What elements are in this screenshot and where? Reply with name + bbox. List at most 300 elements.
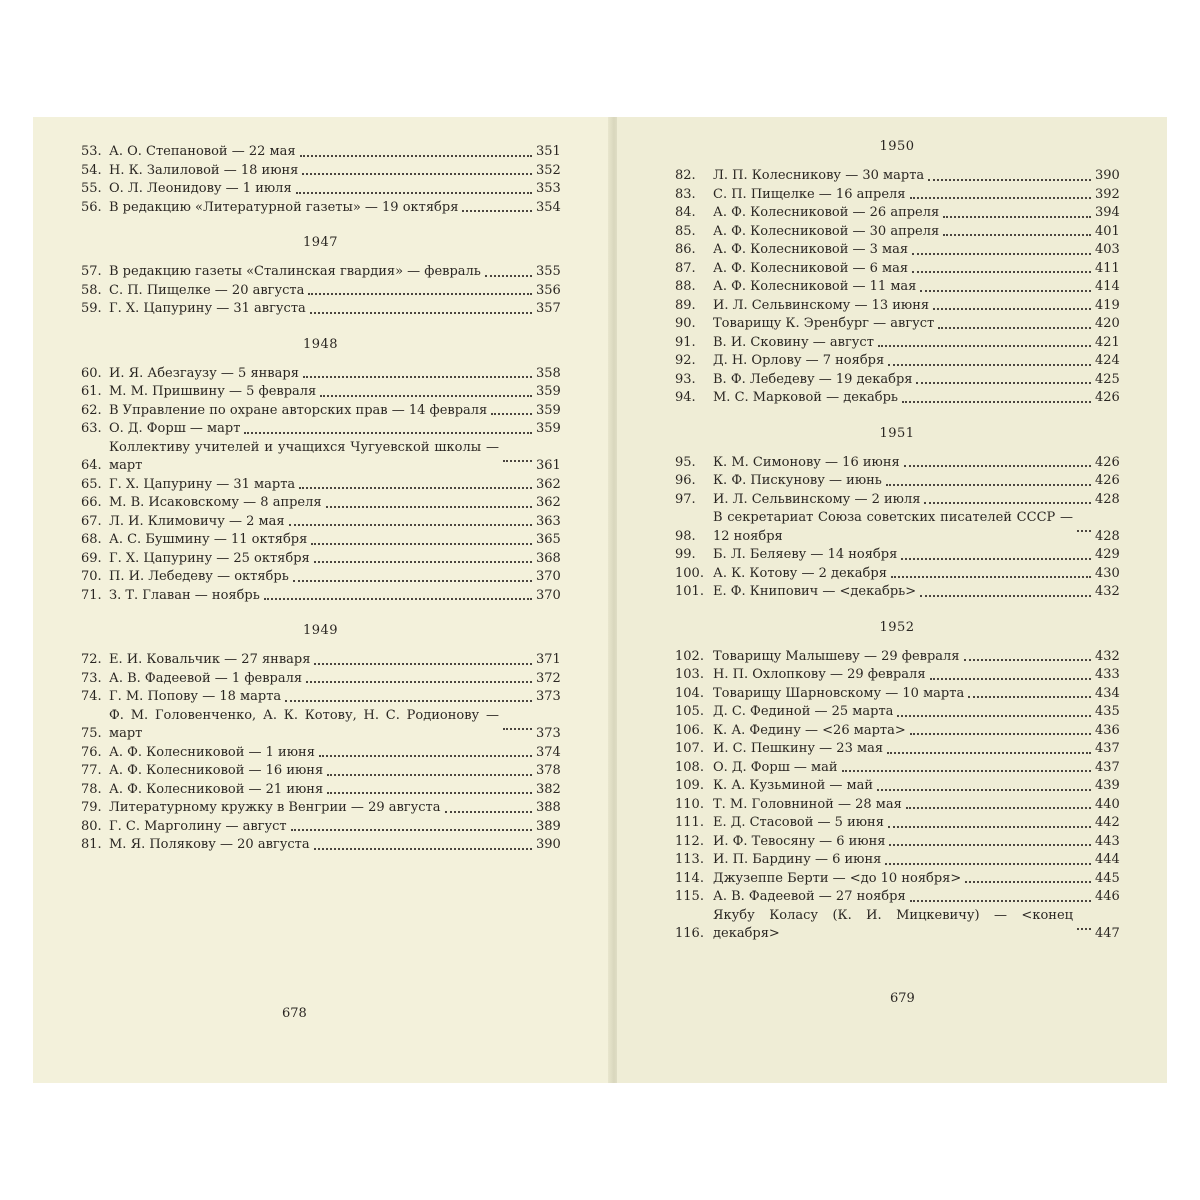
entry-number: 108.	[675, 759, 704, 775]
entry-title: М. М. Пришвину — 5 февраля	[109, 384, 317, 399]
contents-entry	[675, 389, 1119, 408]
entry-page-number: 428	[1095, 528, 1120, 544]
entry-number: 54.	[81, 162, 102, 178]
entry-title: Т. М. Головниной — 28 мая	[713, 796, 902, 812]
entry-title: К. М. Симонову — 16 июня	[713, 454, 900, 470]
dot-leader	[928, 178, 1091, 181]
dot-leader	[910, 732, 1091, 735]
entry-title: М. В. Исаковскому — 8 апреля	[109, 495, 322, 510]
entry-title: И. Л. Сельвинскому — 13 июня	[713, 297, 930, 313]
entry-page-number: 372	[536, 670, 561, 686]
entry-title: Д. С. Фединой — 25 марта	[713, 704, 894, 719]
entry-title: А. В. Фадеевой — 1 февраля	[109, 670, 303, 686]
entry-page-number: 445	[1095, 870, 1120, 886]
entry-title: К. Ф. Пискунову — июнь	[713, 473, 882, 488]
contents-entry	[675, 722, 1119, 741]
dot-leader	[310, 311, 532, 314]
entry-title: А. Ф. Колесниковой — 30 апреля	[713, 223, 940, 239]
entry-page-number: 361	[536, 458, 561, 473]
entry-title: К. А. Федину — <26 марта>	[713, 722, 906, 738]
contents-entry	[81, 550, 560, 569]
entry-title: Е. Ф. Книпович — <декабрь>	[713, 584, 917, 599]
year-section	[675, 424, 1119, 602]
contents-entry	[675, 851, 1119, 870]
entry-number: 106.	[675, 722, 704, 738]
entry-title: З. Т. Главан — ноябрь	[109, 587, 260, 603]
entry-page-number: 363	[536, 513, 561, 529]
entry-title: И. Я. Абезгаузу — 5 января	[109, 365, 299, 381]
year-heading: 1948	[302, 336, 339, 352]
entry-number: 104.	[675, 685, 704, 701]
entry-page-number: 444	[1095, 852, 1120, 867]
entry-number: 76.	[81, 744, 102, 760]
entry-title: А. К. Котову — 2 декабря	[713, 565, 887, 581]
entry-title: Н. К. Залиловой — 18 июня	[109, 162, 299, 178]
contents-entry	[81, 688, 560, 707]
contents-entry	[675, 260, 1119, 279]
entry-title: И. Л. Сельвинскому — 2 июля	[713, 491, 921, 507]
contents-entry	[675, 297, 1119, 316]
dot-leader	[291, 828, 532, 831]
entry-title: Н. П. Охлопкову — 29 февраля	[713, 667, 926, 682]
dot-leader	[306, 680, 532, 683]
contents-entry	[81, 476, 560, 495]
dot-leader	[920, 594, 1091, 597]
dot-leader	[965, 880, 1091, 883]
entry-page-number: 371	[536, 652, 561, 667]
entry-title: Джузеппе Берти — <до 10 ноября>	[713, 870, 962, 886]
dot-leader	[964, 658, 1092, 661]
entry-title: А. Ф. Колесниковой — 3 мая	[713, 242, 909, 257]
contents-entry	[675, 334, 1119, 353]
contents-entry	[675, 278, 1119, 297]
entry-page-number: 411	[1095, 260, 1120, 276]
entry-page-number: 359	[536, 402, 561, 418]
entry-title: Д. Н. Орлову — 7 ноября	[713, 353, 885, 368]
dot-leader	[930, 677, 1091, 680]
entry-page-number: 424	[1095, 353, 1120, 368]
entry-title: В редакцию газеты «Сталинская гвардия» — февраль	[109, 264, 481, 279]
contents-entry	[81, 199, 560, 218]
entry-title: С. П. Пищелке — 20 августа	[109, 282, 305, 298]
contents-entry	[675, 546, 1119, 565]
dot-leader	[445, 810, 533, 813]
year-heading: 1949	[302, 623, 339, 638]
contents-entry	[675, 472, 1119, 491]
entry-page-number: 439	[1095, 778, 1120, 793]
entry-number: 111.	[675, 815, 704, 830]
entry-number: 84.	[675, 205, 696, 220]
dot-leader	[888, 363, 1091, 366]
contents-entry	[675, 223, 1119, 242]
dot-leader	[300, 154, 532, 157]
entry-title: М. Я. Полякову — 20 августа	[109, 837, 310, 852]
entry-number: 72.	[81, 652, 102, 667]
entry-page-number: 352	[536, 162, 561, 178]
contents-entry	[81, 531, 560, 550]
dot-leader	[912, 270, 1091, 273]
right-page	[617, 117, 1167, 1083]
year-section	[675, 618, 1119, 944]
entry-page-number: 356	[536, 282, 561, 298]
dot-leader	[842, 769, 1091, 772]
entry-page-number: 426	[1095, 454, 1120, 470]
entry-title: А. Ф. Колесниковой — 6 мая	[713, 260, 909, 276]
entry-number: 87.	[675, 260, 696, 276]
dot-leader	[1077, 927, 1091, 930]
entry-title: В Управление по охране авторских прав — 14 февраля	[109, 402, 488, 418]
entry-number: 81.	[81, 837, 102, 852]
entry-page-number: 420	[1095, 316, 1120, 331]
entry-page-number: 354	[536, 199, 561, 215]
contents-entry	[81, 180, 560, 199]
entry-page-number: 440	[1095, 796, 1120, 812]
entry-page-number: 426	[1095, 473, 1120, 488]
entry-page-number: 442	[1095, 815, 1120, 830]
dot-leader	[887, 751, 1091, 754]
dot-leader	[303, 375, 532, 378]
contents-entry	[81, 300, 560, 319]
entry-page-number: 359	[536, 421, 561, 436]
entry-title: Л. И. Климовичу — 2 мая	[109, 513, 285, 529]
dot-leader	[503, 727, 532, 730]
entry-title: Л. П. Колесникову — 30 марта	[713, 168, 925, 183]
contents-entry	[675, 371, 1119, 390]
entry-number: 105.	[675, 704, 704, 719]
entry-number: 99.	[675, 547, 696, 562]
entry-number: 77.	[81, 763, 102, 778]
entry-title: И. П. Бардину — 6 июня	[713, 852, 882, 867]
entry-page-number: 437	[1095, 741, 1120, 756]
year-heading: 1950	[879, 139, 915, 154]
entry-page-number: 365	[536, 532, 561, 547]
dot-leader	[910, 196, 1092, 199]
entry-number: 60.	[81, 365, 102, 381]
entry-number: 101.	[675, 584, 704, 599]
entry-page-number: 414	[1095, 279, 1120, 294]
entry-title: И. С. Пешкину — 23 мая	[713, 741, 884, 756]
entry-title: Г. Х. Цапурину — 25 октября	[109, 550, 310, 566]
entry-number: 65.	[81, 476, 102, 492]
year-section	[81, 143, 560, 217]
entry-title: П. И. Лебедеву — октябрь	[109, 569, 289, 584]
contents-entry	[81, 781, 560, 800]
entry-number: 63.	[81, 421, 102, 436]
left-page-number: 678	[282, 1006, 307, 1021]
dot-leader	[886, 483, 1091, 486]
dot-leader	[933, 307, 1091, 310]
entry-page-number: 403	[1095, 242, 1120, 257]
entry-page-number: 390	[536, 837, 561, 852]
entry-page-number: 357	[536, 301, 561, 316]
entry-number: 92.	[675, 353, 696, 368]
entry-title: Якубу Коласу (К. И. Мицкевичу) — <конец декабря>	[713, 907, 1073, 941]
year-section	[81, 233, 560, 319]
dot-leader	[462, 209, 532, 212]
entry-page-number: 370	[536, 569, 561, 584]
contents-entry	[81, 707, 560, 744]
dot-leader	[904, 464, 1091, 467]
entry-title: М. С. Марковой — декабрь	[713, 390, 898, 405]
entry-number: 98.	[675, 528, 696, 544]
contents-entry	[675, 491, 1119, 510]
contents-entry	[81, 494, 560, 513]
year-section	[81, 335, 560, 606]
entry-title: Г. С. Марголину — август	[109, 818, 287, 834]
entry-page-number: 370	[536, 587, 561, 603]
entry-title: И. Ф. Тевосяну — 6 июня	[713, 833, 886, 849]
contents-entry	[675, 888, 1119, 907]
year-heading: 1951	[879, 425, 915, 441]
contents-entry	[675, 814, 1119, 833]
entry-page-number: 426	[1095, 390, 1120, 405]
entry-number: 68.	[81, 532, 102, 547]
dot-leader	[885, 862, 1091, 865]
dot-leader	[943, 215, 1091, 218]
dot-leader	[296, 191, 532, 194]
entry-number: 62.	[81, 402, 102, 418]
entry-title: С. П. Пищелке — 16 апреля	[713, 186, 906, 202]
entry-number: 57.	[81, 264, 102, 279]
dot-leader	[943, 233, 1091, 236]
entry-page-number: 435	[1095, 704, 1120, 719]
entry-number: 116.	[675, 926, 704, 941]
entry-title: О. Д. Форш — май	[713, 759, 838, 775]
entry-number: 86.	[675, 242, 696, 257]
contents-entry	[675, 740, 1119, 759]
contents-entry	[675, 685, 1119, 704]
entry-title: Б. Л. Беляеву — 14 ноября	[713, 547, 898, 562]
entry-page-number: 378	[536, 763, 561, 778]
entry-page-number: 428	[1095, 491, 1120, 507]
entry-number: 115.	[675, 889, 704, 904]
entry-page-number: 446	[1095, 889, 1120, 904]
contents-entry	[675, 796, 1119, 815]
entry-page-number: 390	[1095, 168, 1120, 183]
entry-number: 66.	[81, 495, 102, 510]
contents-entry	[675, 759, 1119, 778]
contents-entry	[81, 744, 560, 763]
entry-page-number: 437	[1095, 759, 1120, 775]
dot-leader	[289, 523, 532, 526]
entry-number: 103.	[675, 667, 704, 682]
dot-leader	[314, 662, 532, 665]
entry-page-number: 388	[536, 800, 561, 815]
entry-page-number: 432	[1095, 648, 1120, 664]
entry-number: 110.	[675, 796, 704, 812]
entry-title: В редакцию «Литературной газеты» — 19 октября	[109, 199, 459, 215]
contents-entry	[675, 352, 1119, 371]
entry-page-number: 362	[536, 495, 561, 510]
dot-leader	[877, 788, 1091, 791]
entry-number: 67.	[81, 513, 102, 529]
entry-title: Товарищу Шарновскому — 10 марта	[713, 685, 965, 701]
entry-number: 112.	[675, 833, 704, 849]
contents-entry	[675, 648, 1119, 667]
entry-title: Литературному кружку в Венгрии — 29 августа	[109, 800, 441, 815]
entry-page-number: 425	[1095, 371, 1120, 387]
entry-number: 91.	[675, 334, 696, 350]
dot-leader	[244, 431, 532, 434]
entry-page-number: 358	[536, 365, 561, 381]
entry-title: Коллективу учителей и учащихся Чугуевской школы — март	[109, 439, 499, 473]
contents-entry	[81, 670, 560, 689]
dot-leader	[485, 274, 532, 277]
contents-entry	[675, 907, 1119, 944]
entry-number: 53.	[81, 144, 102, 159]
contents-entry	[675, 565, 1119, 584]
dot-leader	[888, 825, 1091, 828]
entry-number: 89.	[675, 297, 696, 313]
entry-page-number: 355	[536, 264, 561, 279]
entry-page-number: 421	[1095, 334, 1120, 350]
entry-page-number: 443	[1095, 833, 1120, 849]
year-section	[81, 621, 560, 855]
entry-page-number: 436	[1095, 722, 1120, 738]
dot-leader	[924, 501, 1091, 504]
entry-title: А. О. Степановой — 22 мая	[109, 144, 296, 159]
entry-page-number: 368	[536, 550, 561, 566]
entry-number: 70.	[81, 569, 102, 584]
entry-number: 93.	[675, 371, 696, 387]
entry-title: Ф. М. Головенченко, А. К. Котову, Н. С. Родионову — март	[109, 707, 499, 741]
contents-entry	[675, 666, 1119, 685]
entry-title: Г. Х. Цапурину — 31 августа	[109, 301, 306, 316]
entry-title: О. Л. Леонидову — 1 июля	[109, 181, 292, 196]
entry-number: 82.	[675, 168, 696, 183]
left-page-contents	[81, 143, 560, 855]
dot-leader	[327, 773, 532, 776]
dot-leader	[326, 505, 532, 508]
dot-leader	[314, 560, 532, 563]
entry-number: 71.	[81, 587, 102, 603]
contents-entry	[81, 420, 560, 439]
entry-number: 95.	[675, 454, 696, 470]
dot-leader	[503, 459, 532, 462]
contents-entry	[675, 167, 1119, 186]
entry-title: А. Ф. Колесниковой — 21 июня	[109, 781, 324, 797]
contents-entry	[675, 870, 1119, 889]
dot-leader	[293, 579, 532, 582]
entry-number: 61.	[81, 384, 102, 399]
entry-number: 83.	[675, 186, 696, 202]
entry-page-number: 359	[536, 384, 561, 399]
dot-leader	[897, 714, 1091, 717]
entry-number: 59.	[81, 301, 102, 316]
entry-number: 73.	[81, 670, 102, 686]
year-heading: 1947	[302, 235, 339, 250]
contents-entry	[81, 365, 560, 384]
dot-leader	[910, 899, 1091, 902]
entry-title: В. Ф. Лебедеву — 19 декабря	[713, 371, 913, 387]
entry-number: 90.	[675, 316, 696, 331]
dot-leader	[285, 699, 532, 702]
entry-number: 55.	[81, 181, 102, 196]
entry-number: 97.	[675, 491, 696, 507]
entry-number: 109.	[675, 778, 704, 793]
dot-leader	[302, 172, 532, 175]
dot-leader	[320, 394, 532, 397]
entry-page-number: 434	[1095, 685, 1120, 701]
entry-title: Г. Х. Цапурину — 31 марта	[109, 476, 296, 492]
entry-page-number: 433	[1095, 667, 1120, 682]
entry-page-number: 430	[1095, 565, 1120, 581]
entry-title: Е. Д. Стасовой — 5 июня	[713, 815, 884, 830]
entry-page-number: 429	[1095, 547, 1120, 562]
dot-leader	[902, 400, 1091, 403]
contents-entry	[81, 282, 560, 301]
entry-number: 80.	[81, 818, 102, 834]
contents-entry	[81, 402, 560, 421]
contents-entry	[81, 162, 560, 181]
contents-entry	[81, 143, 560, 162]
entry-number: 113.	[675, 852, 704, 867]
contents-entry	[675, 315, 1119, 334]
entry-number: 79.	[81, 800, 102, 815]
entry-number: 58.	[81, 282, 102, 298]
entry-title: А. Ф. Колесниковой — 26 апреля	[713, 205, 940, 220]
right-page-contents	[675, 137, 1119, 944]
entry-number: 100.	[675, 565, 704, 581]
dot-leader	[299, 486, 532, 489]
contents-entry	[81, 568, 560, 587]
dot-leader	[311, 542, 532, 545]
contents-entry	[675, 454, 1119, 473]
dot-leader	[891, 575, 1091, 578]
entry-title: Товарищу Малышеву — 29 февраля	[713, 648, 960, 664]
left-page	[33, 117, 612, 1083]
entry-page-number: 373	[536, 689, 561, 704]
entry-page-number: 447	[1095, 926, 1120, 941]
right-page-number: 679	[890, 991, 915, 1006]
dot-leader	[938, 326, 1091, 329]
contents-entry	[675, 204, 1119, 223]
entry-number: 64.	[81, 458, 102, 473]
entry-page-number: 389	[536, 818, 561, 834]
dot-leader	[491, 412, 532, 415]
year-heading: 1952	[879, 619, 915, 635]
entry-title: А. Ф. Колесниковой — 16 июня	[109, 763, 324, 778]
entry-number: 102.	[675, 648, 704, 664]
entry-number: 107.	[675, 741, 704, 756]
contents-entry	[675, 509, 1119, 546]
entry-page-number: 382	[536, 781, 561, 797]
contents-entry	[675, 186, 1119, 205]
contents-entry	[675, 583, 1119, 602]
dot-leader	[912, 252, 1091, 255]
entry-page-number: 362	[536, 476, 561, 492]
dot-leader	[889, 843, 1091, 846]
contents-entry	[81, 439, 560, 476]
entry-number: 75.	[81, 726, 102, 741]
entry-number: 69.	[81, 550, 102, 566]
entry-page-number: 432	[1095, 584, 1120, 599]
dot-leader	[264, 597, 532, 600]
contents-entry	[675, 241, 1119, 260]
entry-title: А. С. Бушмину — 11 октября	[109, 532, 308, 547]
entry-title: В секретариат Союза советских писателей СССР — 12 ноября	[713, 510, 1073, 544]
entry-number: 94.	[675, 390, 696, 405]
contents-entry	[81, 651, 560, 670]
dot-leader	[906, 806, 1091, 809]
entry-page-number: 374	[536, 744, 561, 760]
entry-page-number: 401	[1095, 223, 1120, 239]
entry-title: А. Ф. Колесниковой — 11 мая	[713, 279, 917, 294]
entry-title: Е. И. Ковальчик — 27 января	[109, 652, 311, 667]
entry-number: 85.	[675, 223, 696, 239]
entry-page-number: 353	[536, 181, 561, 196]
entry-title: К. А. Кузьминой — май	[713, 778, 874, 793]
